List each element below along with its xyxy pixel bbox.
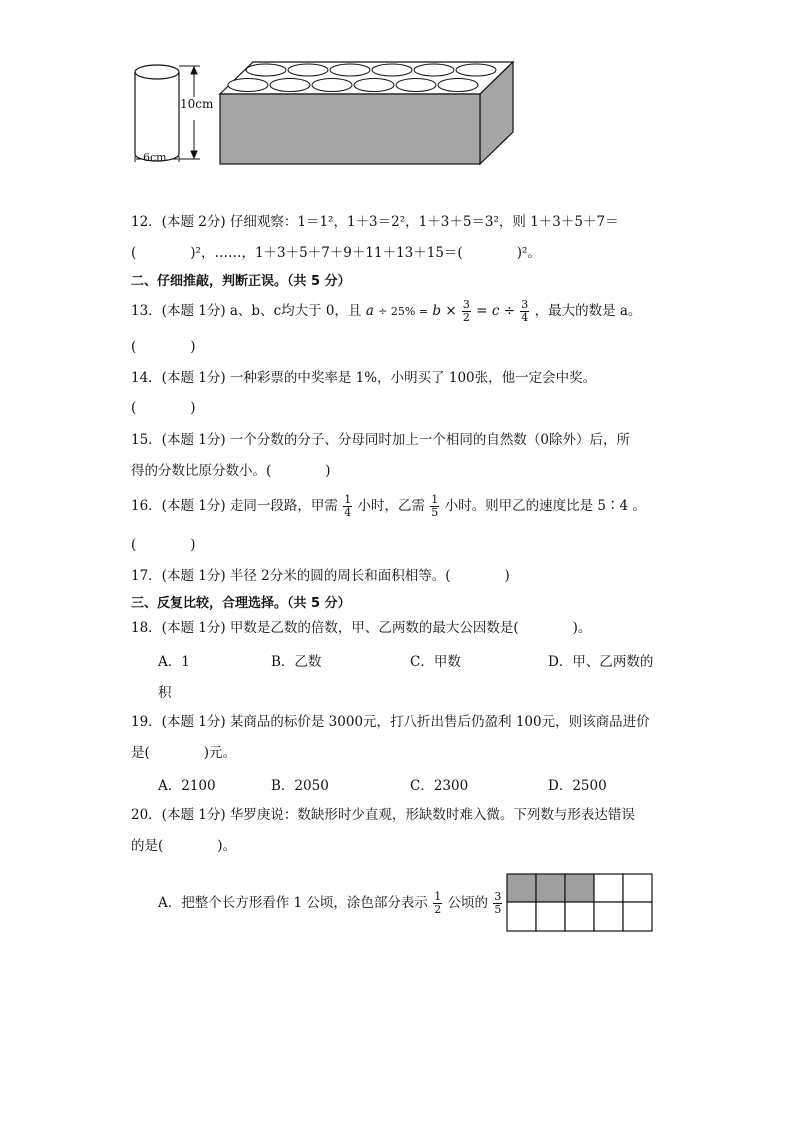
question-16-prefix: 16．(本题 1分) 走同一段路，甲需 [131, 498, 338, 514]
fraction-3-4: $\frac{3}{4}$ [521, 298, 529, 324]
question-16-answer[interactable]: ( ) [131, 537, 196, 553]
question-13-answer[interactable]: ( ) [131, 339, 196, 355]
q18-option-a[interactable]: A．1 [158, 654, 190, 670]
q19-option-c[interactable]: C．2300 [410, 778, 469, 794]
op3: = [476, 303, 488, 319]
question-15-line1: 15．(本题 1分) 一个分数的分子、分母同时加上一个相同的自然数（0除外）后，所 [131, 432, 630, 448]
question-15-line2: 得的分数比原分数小。( ) [131, 463, 331, 479]
fraction-3-5: $\frac{3}{5}$ [494, 890, 502, 916]
section-3-heading: 三、反复比较，合理选择。（共 5 分） [131, 596, 351, 611]
grid-cell [565, 902, 594, 931]
question-20-line1: 20．(本题 1分) 华罗庚说：数缺形时少直观，形缺数时难入微。下列数与形表达错误 [131, 807, 635, 823]
q19-option-d[interactable]: D．2500 [548, 778, 607, 794]
question-16-suffix: 小时。则甲乙的速度比是 5∶4 。 [444, 498, 646, 514]
height-dimension [179, 66, 200, 159]
op4: ÷ [503, 303, 515, 319]
q20-option-a[interactable] [158, 888, 503, 918]
question-12-line2: ( )²，……，1＋3＋5＋7＋9＋11＋13＋15＝( )²。 [131, 245, 541, 261]
q18-option-c[interactable]: C．甲数 [410, 654, 461, 670]
fraction-3-2: $\frac{3}{2}$ [462, 298, 470, 324]
grid-cell [623, 874, 652, 902]
question-13 [131, 298, 641, 325]
question-19-line1: 19．(本题 1分) 某商品的标价是 3000元，打八折出售后仍盈利 100元，则该商品进价 [131, 714, 650, 730]
question-13-prefix: 13．(本题 1分) a、b、c均大于 0，且 [131, 303, 362, 319]
question-14-answer[interactable]: ( ) [131, 400, 196, 416]
grid-cell-shaded [536, 874, 565, 902]
question-12-line1: 12．(本题 2分) 仔细观察：1＝1²，1＋3＝2²，1＋3＋5＝3²，则 1＋3＋5＋7＝ [131, 214, 619, 230]
q19-option-b[interactable]: B．2050 [271, 778, 329, 794]
q18-option-d-continued: 积 [158, 685, 172, 701]
grid-cell [623, 902, 652, 931]
grid-cell-shaded [565, 874, 594, 902]
question-20-line2: 的是( )。 [131, 838, 237, 854]
op2: × [445, 303, 457, 319]
fraction-1-2: $\frac{1}{2}$ [434, 890, 442, 916]
var-b: b [432, 303, 442, 319]
question-13-suffix: ，最大的数是 a。 [534, 303, 642, 319]
var-c: c [491, 303, 500, 319]
q20-option-a-prefix: A．把整个长方形看作 1 公顷，涂色部分表示 [158, 895, 428, 911]
cans-figure [130, 58, 530, 170]
shaded-grid-figure [506, 873, 653, 932]
question-16-mid: 小时，乙需 [357, 498, 425, 514]
grid-cell-shaded [507, 874, 536, 902]
cylinder-shape [135, 65, 179, 161]
question-19-line2: 是( )元。 [131, 745, 237, 761]
q19-option-a[interactable]: A．2100 [158, 778, 216, 794]
fraction-1-4: $\frac{1}{4}$ [344, 493, 352, 519]
box-of-cans [220, 62, 513, 164]
cylinder-diameter-label: 6cm [143, 151, 167, 164]
q18-option-d[interactable]: D．甲、乙两数的 [548, 654, 654, 670]
grid-cell [594, 874, 623, 902]
question-17: 17．(本题 1分) 半径 2分米的圆的周长和面积相等。( ) [131, 568, 510, 584]
q18-option-b[interactable]: B．乙数 [271, 654, 322, 670]
question-16 [131, 492, 646, 520]
q20-option-a-mid: 公顷的 [447, 895, 489, 911]
question-14: 14．(本题 1分) 一种彩票的中奖率是 1%，小明买了 100张，他一定会中奖。 [131, 370, 597, 386]
fraction-1-5: $\frac{1}{5}$ [431, 493, 439, 519]
grid-cell [507, 902, 536, 931]
op1: ÷ 25% = [378, 305, 429, 318]
cylinder-height-label: 10cm [180, 97, 214, 111]
var-a: a [365, 303, 374, 319]
grid-cell [594, 902, 623, 931]
grid-cell [536, 902, 565, 931]
question-18: 18．(本题 1分) 甲数是乙数的倍数，甲、乙两数的最大公因数是( )。 [131, 620, 592, 636]
grid-cells [507, 874, 652, 931]
section-2-heading: 二、仔细推敲，判断正误。（共 5 分） [131, 274, 351, 289]
